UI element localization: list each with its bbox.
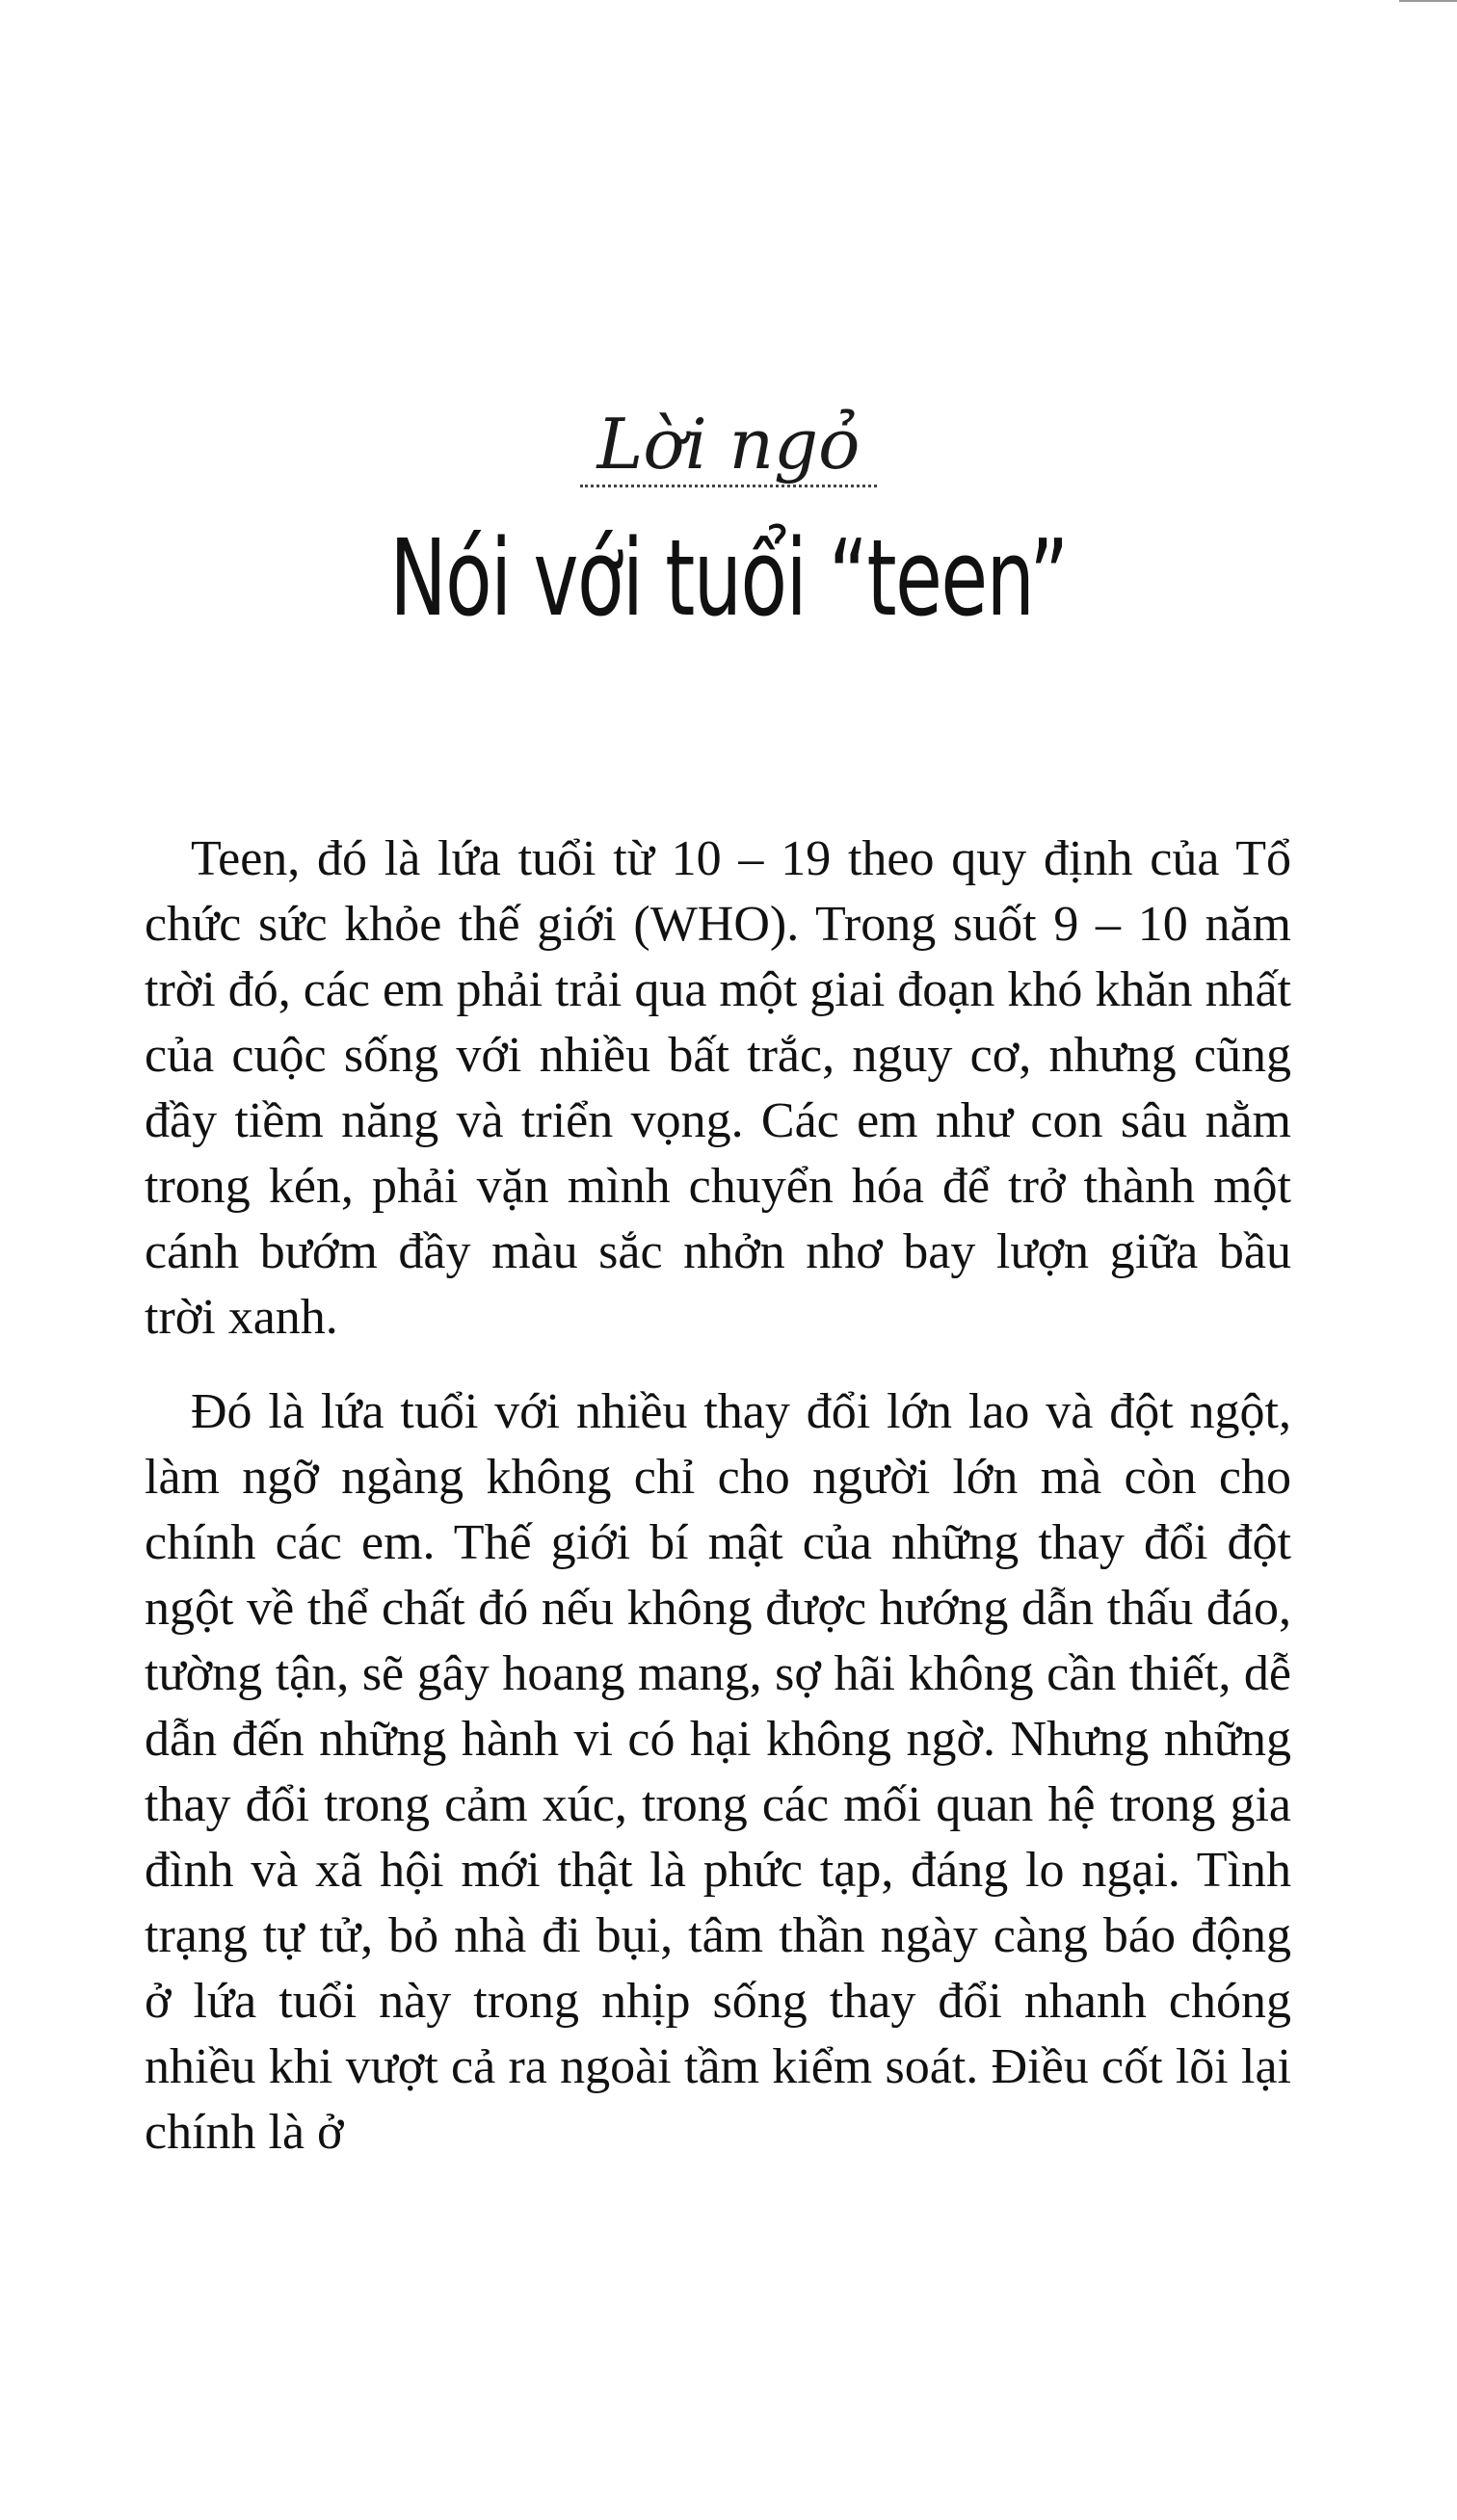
paragraph: Teen, đó là lứa tuổi từ 10 – 19 theo quy định của Tổ chức sức khỏe thế giới (WHO). Trong suốt 9 – 10 năm trời đó, các em phải trải qua một giai đoạn khó khăn nhất của cuộc sống với nhiều bất trắc, nguy cơ, nhưng cũng đầy tiềm năng và triển vọng. Các em như con sâu nằm trong kén, phải vặn mình chuyển hóa để trở thành một cánh bướm đầy màu sắc nhởn nhơ bay lượn giữa bầu trời xanh. [145,831,1291,1345]
paragraph: Đó là lứa tuổi với nhiều thay đổi lớn lao và đột ngột, làm ngỡ ngàng không chỉ cho người lớn mà còn cho chính các em. Thế giới bí mật của những thay đổi đột ngột về thể chất đó nếu không được hướng dẫn thấu đáo, tường tận, sẽ gây hoang mang, sợ hãi không cần thiết, dễ dẫn đến những hành vi có hại không ngờ. Nhưng những thay đổi trong cảm xúc, trong các mối quan hệ trong gia đình và xã hội mới thật là phức tạp, đáng lo ngại. Tình trạng tự tử, bỏ nhà đi bụi, tâm thần ngày càng báo động ở lứa tuổi này trong nhịp sống thay đổi nhanh chóng nhiều khi vượt cả ra ngoài tầm kiểm soát. Điều cốt lõi lại chính là ở [145,1384,1291,2160]
body-text [145,827,1291,2166]
section-kicker: Lời ngỏ [580,409,878,487]
chapter-title: Nói với tuổi “teen” [389,516,1068,640]
kicker-container [0,404,1457,487]
page-edge-mark [1399,0,1457,2]
